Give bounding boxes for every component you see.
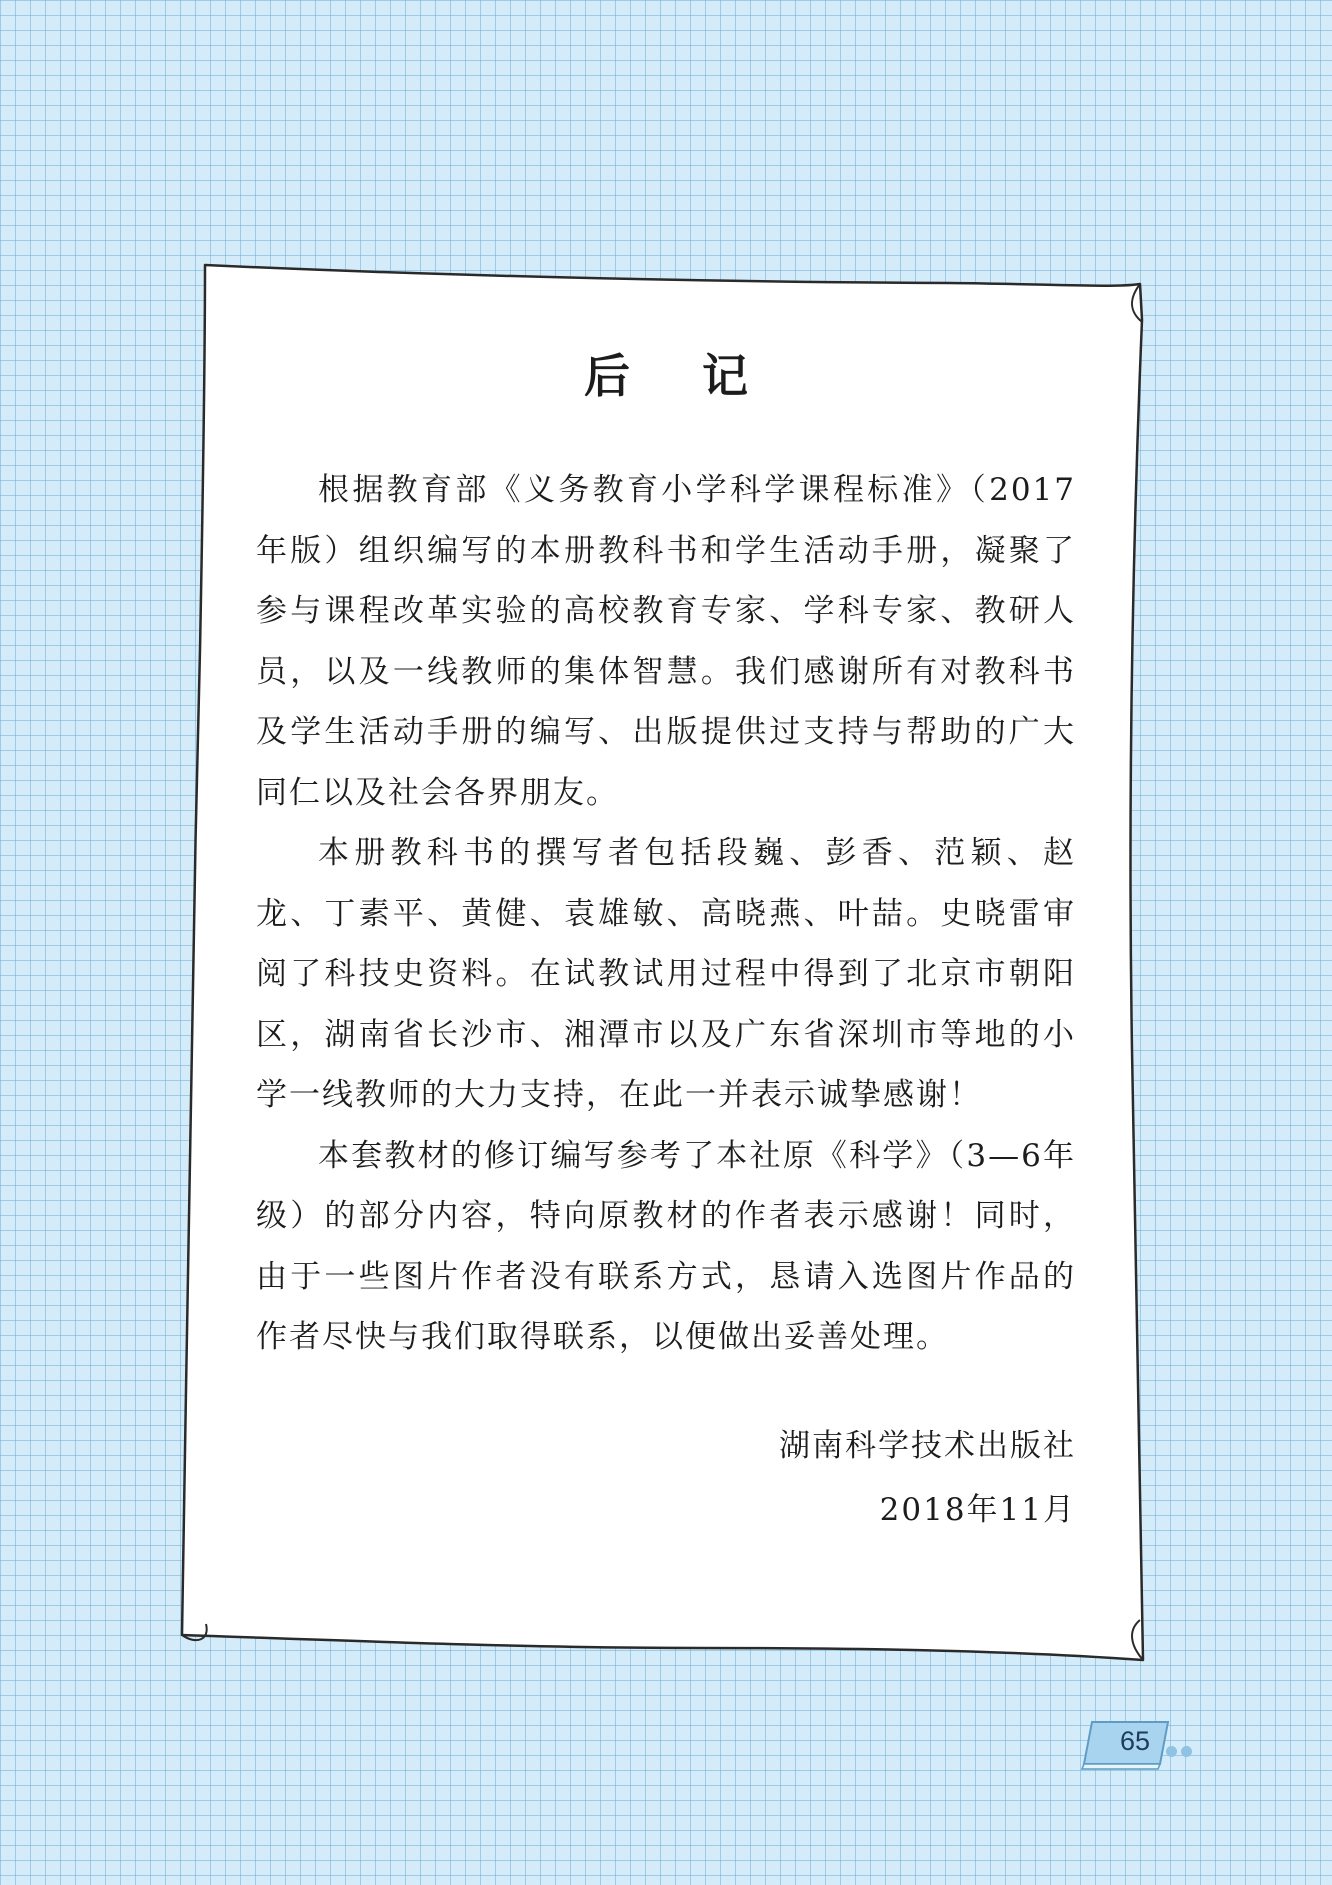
paragraph-1: 根据教育部《义务教育小学科学课程标准》（2017年版）组织编写的本册教科书和学生活动手册，凝聚了参与课程改革实验的高校教育专家、学科专家、教研人员，以及一线教师的集体智慧。我们感谢所有对教科书及学生活动手册的编写、出版提供过支持与帮助的广大同仁以及社会各界朋友。 [256, 472, 1076, 811]
signature-date: 2018年11月 [879, 1491, 1076, 1528]
dot-icon [1181, 1746, 1192, 1757]
dot-icon [1166, 1746, 1177, 1757]
publisher-name: 湖南科学技术出版社 [779, 1427, 1076, 1464]
paragraph-2: 本册教科书的撰写者包括段巍、彭香、范颖、赵龙、丁素平、黄健、袁雄敏、高晓燕、叶喆。史晓雷审阅了科技史资料。在试教试用过程中得到了北京市朝阳区，湖南省长沙市、湘潭市以及广东省深圳市等地的小学一线教师的大力支持，在此一并表示诚挚感谢！ [256, 835, 1076, 1113]
page-number: 65 [1119, 1726, 1151, 1756]
paragraph-3: 本套教材的修订编写参考了本社原《科学》（3—6年级）的部分内容，特向原教材的作者表示感谢！同时，由于一些图片作者没有联系方式，恳请入选图片作品的作者尽快与我们取得联系，以便做出妥善处理。 [256, 1137, 1076, 1355]
page-number-tab [1078, 1714, 1198, 1774]
page-title: 后 记 [583, 349, 776, 403]
letter-body [256, 340, 1076, 1542]
signature-block [256, 1414, 1076, 1542]
